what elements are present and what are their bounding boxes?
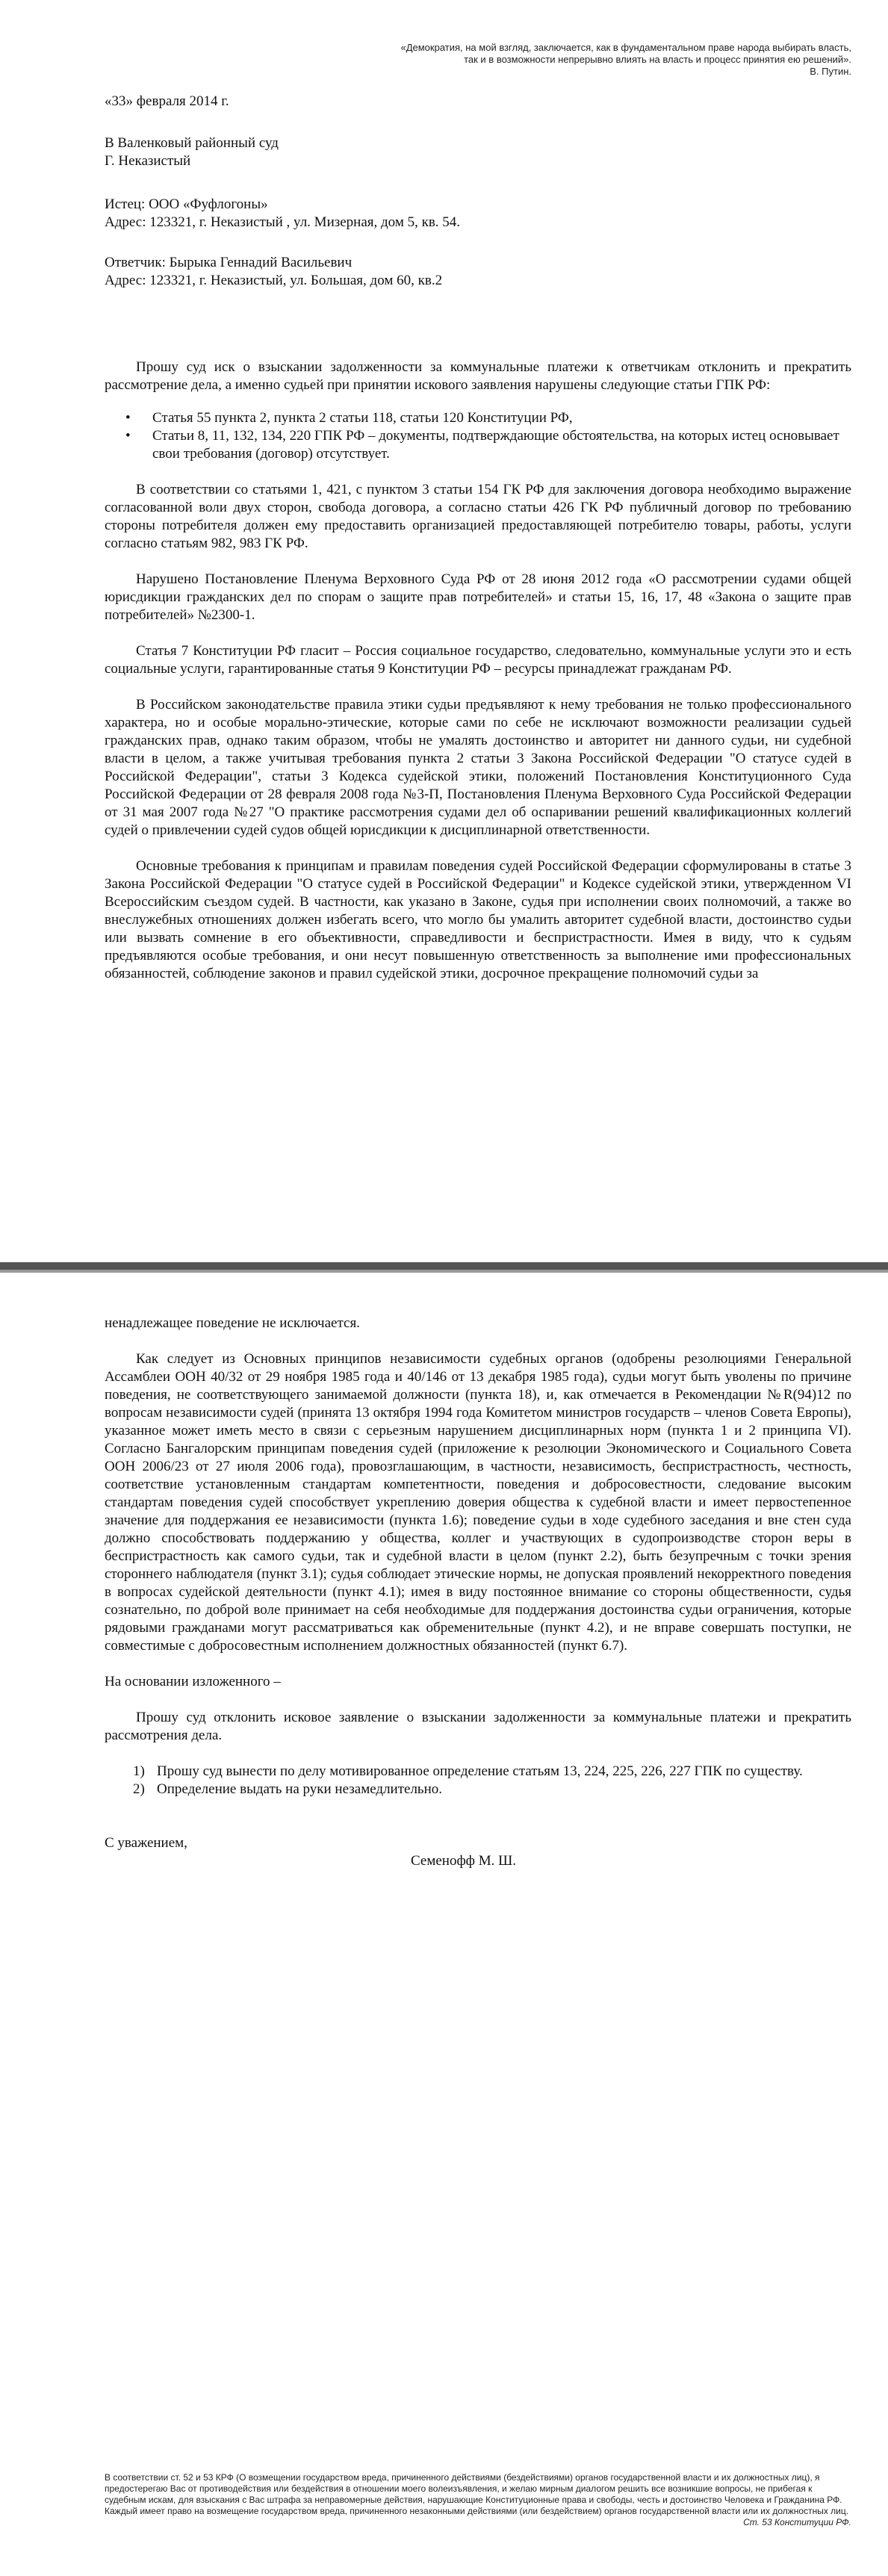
addressee-block <box>105 134 851 170</box>
paragraph: Статья 7 Конституции РФ гласит – Россия социальное государство, следовательно, коммунальные услуги это и есть социальные услуги, гарантированные статья 9 Конституции РФ – ресурсы принадлежат гражданам РФ. <box>105 643 851 677</box>
regards: С уважением, <box>105 1835 187 1851</box>
paragraph-continuation: ненадлежащее поведение не исключается. <box>105 1315 360 1331</box>
body-page1 <box>105 359 851 983</box>
plaintiff-name: Истец: ООО «Фуфлогоны» <box>105 196 268 212</box>
intro-paragraph: Прошу суд иск о взыскании задолженности за коммунальные платежи к ответчикам отклонить и прекратить рассмотрение дела, а именно судьей при принятии искового заявления нарушены следующие статьи ГПК РФ: <box>105 359 851 393</box>
paragraph: В Российском законодательстве правила этики судьи предъявляют к нему требования не только профессионального характера, но и особые морально-этические, которые сами по себе не исключают возможности реализации судьей гражданских прав, однако таким образом, чтобы не умалять достоинство и авторитет ни данного судьи, ни судебной власти в целом, а также учитывая требования пункта 2 статьи 3 Закона Российской Федерации "О статусе судей в Российской Федерации", статьи 3 Кодекса судейской этики, положений Постановления Конституционного Суда Российской Федерации от 28 февраля 2008 года №3-П, Постановления Пленума Верховного Суда Российской Федерации от 31 мая 2007 года №27 "О практике рассмотрения судами дел об оспаривании решений квалификационных коллегий судей о привлечении судей судов общей юрисдикции к дисциплинарной ответственности. <box>105 697 851 838</box>
request-paragraph: Прошу суд отклонить исковое заявление о взыскании задолженности за коммунальные платежи и прекратить рассмотрения дела. <box>105 1710 851 1743</box>
list-item: • Статьи 8, 11, 132, 134, 220 ГПК РФ – документы, подтверждающие обстоятельства, на которых истец основывает свои требования (договор) отсутствует. <box>125 428 839 462</box>
violations-list <box>105 409 851 463</box>
plaintiff-block <box>105 196 851 232</box>
signature: Семенофф М. Ш. <box>411 1853 517 1869</box>
page-break <box>0 1262 888 1285</box>
court-name: В Валенковый районный суд <box>105 135 279 151</box>
epigraph <box>373 42 851 78</box>
header-block <box>105 93 851 111</box>
list-item: • Статья 55 пункта 2, пункта 2 статьи 118, статьи 120 Конституции РФ, <box>125 410 573 426</box>
list-item: 2) Определение выдать на руки незамедлительно. <box>133 1781 443 1797</box>
body-page2 <box>105 1315 851 1870</box>
paragraph: В соответствии со статьями 1, 421, с пунктом 3 статьи 154 ГК РФ для заключения договора необходимо выражение согласованной воли двух сторон, свобода договора, а согласно статьи 426 ГК РФ публичный договор по требованию стороны потребителя должен ему предоставить организацией предоставляющей потребителю товары, работы, услуги согласно статьям 982, 983 ГК РФ. <box>105 482 851 551</box>
paragraph: Основные требования к принципам и правилам поведения судей Российской Федерации сформулированы в статье 3 Закона Российской Федерации "О статусе судей в Российской Федерации" и Кодексе судейской этики, утвержденном VI Всероссийским съездом судей. В частности, как указано в Законе, судья при исполнении своих полномочий, а также во внеслужебных отношениях должен избегать всего, что могло бы умалить авторитет судебной власти, достоинство судьи или вызвать сомнение в его объективности, справедливости и беспристрастности. Имея в виду, что к судьям предъявляются особые требования, и они несут повышенную ответственность за выполнение ими профессиональных обязанностей, соблюдение законов и правил судейской этики, досрочное прекращение полномочий судьи за <box>105 858 851 981</box>
defendant-address: Адрес: 123321, г. Неказистый, ул. Большая, дом 60, кв.2 <box>105 273 443 288</box>
epigraph-line: так и в возможности непрерывно влиять на власть и процесс принятия ею решений». <box>464 54 851 65</box>
document-date: «33» февраля 2014 г. <box>105 93 229 109</box>
plaintiff-address: Адрес: 123321, г. Неказистый , ул. Мизерная, дом 5, кв. 54. <box>105 214 461 230</box>
list-item: 1) Прошу суд вынести по делу мотивированное определение статьям 13, 224, 225, 226, 227 ГПК по существу. <box>133 1763 803 1779</box>
epigraph-author: В. Путин. <box>810 66 851 77</box>
court-city: Г. Неказистый <box>105 153 191 169</box>
paragraph: Как следует из Основных принципов независимости судебных органов (одобрены резолюциями Генеральной Ассамблеи ООН 40/32 от 29 ноября 1985 года и 40/146 от 13 декабря 1985 года), судьи могут быть уволены по причине поведения, не соответствующего занимаемой должности (пункта 18), и, как отмечается в Рекомендации №R(94)12 по вопросам независимости судей (принята 13 октября 1994 года Комитетом министров государств – членов Совета Европы), указанное может иметь место в связи с серьезным нарушением дисциплинарных норм (пункта 1 и 2 принципа VI). Согласно Бангалорским принципам поведения судей (приложение к резолюции Экономического и Социального Совета ООН 2006/23 от 27 июля 2006 года), провозглашающим, в частности, независимость, беспристрастность, честность, соответствие установленным стандартам компетентности, поведения и добросовестности, следование высоким стандартам поведения судей способствует укреплению доверия общества к судебной власти и имеет первостепенное значение для поддержания ее независимости (пункта 1.6); поведение судьи в ходе судебного заседания и вне стен суда должно способствовать поддержанию у общества, коллег и участвующих в судопроизводстве сторон веры в беспристрастность как самого судьи, так и судебной власти в целом (пункт 2.2), быть безупречным с точки зрения стороннего наблюдателя (пункт 3.1); судья соблюдает этические нормы, не допуская проявлений некорректного поведения в вопросах судейской деятельности (пункт 4.1); имея в виду постоянное внимание со стороны общественности, судья сознательно, по доброй воле принимает на себя необходимые для поддержания достоинства судьи ограничения, которые рядовыми гражданами могут рассматриваться как обременительные (пункт 4.2), и не вправе совершать поступки, не совместимые с добросовестным исполнением должностных обязанностей (пункт 6.7). <box>105 1351 851 1654</box>
request-list <box>105 1763 851 1798</box>
defendant-block <box>105 254 851 290</box>
epigraph-line: «Демократия, на мой взгляд, заключается, как в фундаментальном праве народа выбирать власть, <box>400 42 851 53</box>
basis-line: На основании изложенного – <box>105 1674 281 1689</box>
defendant-name: Ответчик: Бырыка Геннадий Васильевич <box>105 255 353 270</box>
footnote <box>105 2472 851 2528</box>
footnote-source: Ст. 53 Конституции РФ. <box>743 2517 851 2527</box>
paragraph: Нарушено Постановление Пленума Верховного Суда РФ от 28 июня 2012 года «О рассмотрении судами общей юрисдикции гражданских дел по спорам о защите прав потребителей» и статьи 15, 16, 17, 48 «Закона о защите прав потребителей» №2300-1. <box>105 571 851 623</box>
footnote-text: В соответствии ст. 52 и 53 КРФ (О возмещении государством вреда, причиненного действиями (бездействиями) органов государственной власти и их должностных лиц), я предостерегаю Вас от противодействия или бездействия в отношении моего волеизъявления, и желаю мирным диалогом решить все возникшие вопросы, не прибегая к судебным искам, для взыскания с Вас штрафа за неправомерные действия, нарушающие Конституционные права и свободы, честь и достоинство Человека и Гражданина РФ. Каждый имеет право на возмещение государством вреда, причиненного незаконными действиями (или бездействием) органов государственной власти или их должностных лиц. <box>105 2472 849 2516</box>
